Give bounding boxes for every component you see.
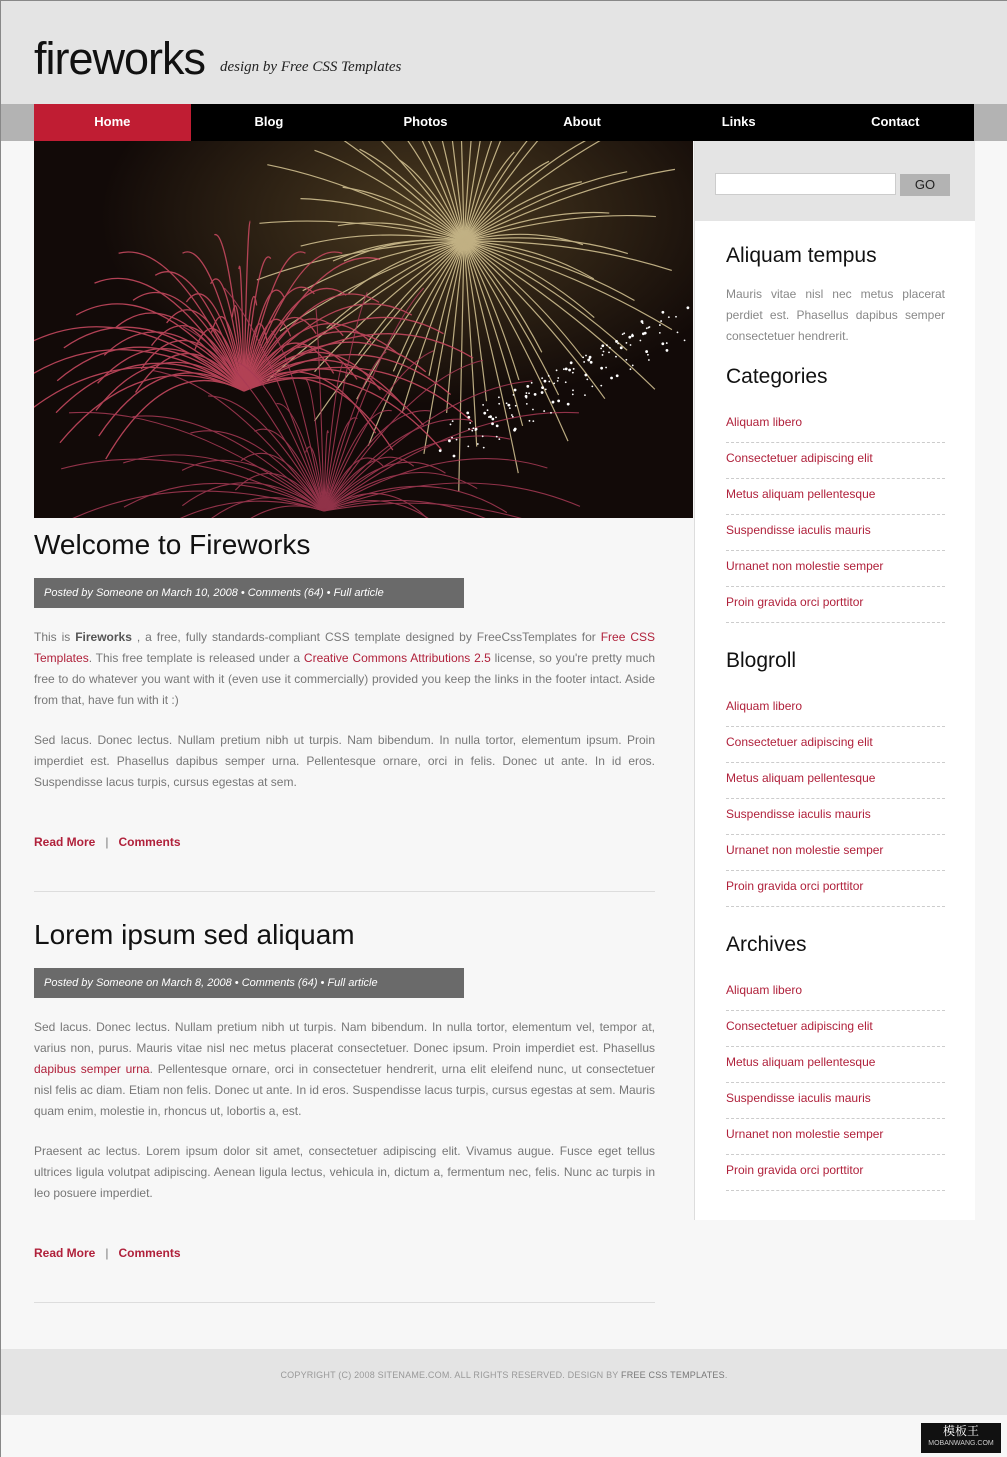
post-paragraph — [34, 627, 655, 711]
text: , a free, fully standards-compliant CSS template designed by FreeCssTemplates for — [131, 630, 601, 644]
main-menu — [34, 104, 974, 141]
spark-dot — [603, 351, 605, 353]
spark-dot — [616, 374, 619, 377]
text: . Pellentesque ornare, orci in consectetuer hendrerit, urna elit eleifend nunc, ut consectetuer nisl felis ac diam. Etiam non felis. Donec ut ante. In id eros. Suspendisse lacus turpis, cursus egestas at sem. Mauris quam enim, molestie in, rhoncus ut, lobortis a, est. — [34, 1062, 656, 1118]
spark-dot — [513, 429, 516, 432]
spark-dot — [602, 354, 604, 356]
spark-dot — [448, 439, 451, 442]
site-tagline: design by Free CSS Templates — [220, 59, 402, 75]
spark-dot — [565, 381, 567, 383]
spark-dot — [509, 407, 511, 409]
spark-dot — [684, 339, 686, 341]
text: . This free template is released under a — [88, 651, 304, 665]
spark-dot — [567, 403, 570, 406]
spark-dot — [469, 422, 471, 424]
site-header — [1, 1, 1007, 104]
watermark-title: 模板王 — [942, 1424, 979, 1438]
spark-dot — [528, 392, 530, 394]
list-item[interactable]: Suspendisse iaculis mauris — [726, 515, 945, 551]
sidebar-heading: Archives — [726, 933, 807, 956]
read-more-link[interactable]: Read More — [34, 835, 96, 849]
spark-dot — [482, 404, 484, 406]
post-paragraph — [34, 1017, 655, 1122]
archives-list — [726, 975, 945, 1191]
list-item[interactable]: Urnanet non molestie semper — [726, 1119, 945, 1155]
spark-dot — [511, 414, 513, 416]
spark-dot — [572, 393, 574, 395]
spark-dot — [584, 394, 586, 396]
site-footer — [1, 1349, 1007, 1415]
spark-dot — [600, 348, 602, 350]
spark-dot — [628, 336, 631, 339]
menu-item-links[interactable]: Links — [721, 114, 756, 129]
spark-dot — [496, 424, 499, 427]
spark-dot — [648, 359, 650, 361]
spark-dot — [531, 382, 533, 384]
spark-dot — [475, 428, 478, 431]
spark-dot — [472, 427, 474, 429]
list-item[interactable]: Aliquam libero — [726, 975, 945, 1011]
spark-dot — [584, 374, 587, 377]
spark-dot — [600, 367, 603, 370]
spark-dot — [631, 334, 633, 336]
menu-item-blog[interactable]: Blog — [254, 114, 284, 129]
comments-link[interactable]: Comments — [118, 835, 181, 849]
post-meta: Posted by Someone on March 10, 2008 • Comments (64) • Full article — [34, 578, 464, 608]
spark-dot — [467, 445, 469, 447]
spark-dot — [541, 391, 544, 394]
spark-dot — [606, 344, 608, 346]
spark-dot — [491, 422, 494, 425]
menu-bar — [1, 104, 1007, 141]
spark-dot — [507, 404, 509, 406]
spark-dot — [609, 347, 611, 349]
spark-dot — [553, 382, 555, 384]
post-divider — [34, 1302, 655, 1303]
spark-dot — [515, 405, 517, 407]
post-paragraph: Sed lacus. Donec lectus. Nullam pretium nibh ut turpis. Nam bibendum. In nulla tortor, elementum ipsum. Proin imperdiet est. Phasellus dapibus semper urna. Pellentesque ornare, orci in felis. Donec ut ante. In id eros. Suspendisse lacus turpis, cursus egestas at sem. — [34, 733, 655, 789]
spark-dot — [590, 361, 593, 364]
spark-dot — [644, 332, 647, 335]
spark-dot — [557, 399, 560, 402]
sidebar-heading: Categories — [726, 365, 828, 388]
list-item[interactable]: Consectetuer adipiscing elit — [726, 443, 945, 479]
spark-dot — [498, 403, 500, 405]
spark-dot — [666, 349, 669, 352]
list-item[interactable]: Consectetuer adipiscing elit — [726, 1011, 945, 1047]
hero-fireworks-image — [34, 141, 693, 518]
spark-dot — [586, 379, 588, 381]
spark-dot — [572, 389, 574, 391]
spark-dot — [660, 320, 662, 322]
spark-dot — [487, 409, 489, 411]
spark-dot — [626, 342, 628, 344]
spark-dot — [617, 343, 619, 345]
spark-dot — [615, 356, 617, 358]
spark-dot — [477, 443, 479, 445]
spark-dot — [686, 306, 689, 309]
spark-dot — [543, 410, 545, 412]
search-box — [695, 141, 975, 221]
post-divider — [34, 891, 655, 892]
spark-dot — [647, 354, 649, 356]
spark-dot — [585, 355, 587, 357]
spark-dot — [532, 420, 534, 422]
spark-dot — [556, 369, 558, 371]
categories-list — [726, 407, 945, 623]
footer-design-link[interactable]: FREE CSS TEMPLATES — [621, 1370, 725, 1380]
spark-dot — [498, 438, 500, 440]
sidebar-heading: Blogroll — [726, 649, 797, 672]
spark-dot — [526, 392, 528, 394]
spark-dot — [632, 365, 634, 367]
spark-dot — [544, 380, 547, 383]
spark-dot — [630, 368, 632, 370]
spark-dot — [605, 367, 607, 369]
spark-dot — [659, 332, 661, 334]
post-actions — [34, 1246, 181, 1260]
spark-dot — [483, 447, 485, 449]
list-item[interactable]: Proin gravida orci porttitor — [726, 587, 945, 623]
spark-dot — [589, 356, 592, 359]
menu-item-about[interactable]: About — [563, 114, 601, 129]
list-item[interactable]: Metus aliquam pellentesque — [726, 1047, 945, 1083]
spark-dot — [648, 327, 650, 329]
separator: | — [105, 1246, 109, 1260]
list-item[interactable]: Suspendisse iaculis mauris — [726, 1083, 945, 1119]
spark-dot — [453, 455, 456, 458]
spark-dot — [641, 320, 644, 323]
spark-dot — [526, 385, 529, 388]
spark-dot — [646, 327, 648, 329]
spark-dot — [582, 356, 584, 358]
spark-dot — [572, 372, 574, 374]
spark-dot — [591, 385, 593, 387]
spark-dot — [557, 377, 559, 379]
spark-dot — [548, 375, 550, 377]
list-item[interactable]: Metus aliquam pellentesque — [726, 479, 945, 515]
spark-dot — [600, 385, 602, 387]
separator: | — [105, 835, 109, 849]
spark-dot — [525, 395, 528, 398]
search-go-button[interactable]: GO — [900, 174, 950, 196]
spark-dot — [471, 430, 473, 432]
list-item[interactable]: Suspendisse iaculis mauris — [726, 799, 945, 835]
comments-link[interactable]: Comments — [118, 1246, 181, 1260]
spark-dot — [541, 386, 544, 389]
spark-dot — [552, 401, 555, 404]
free-css-templates-link[interactable]: Free CSS Templates — [34, 630, 655, 665]
spark-dot — [452, 420, 454, 422]
spark-dot — [496, 436, 498, 438]
spark-dot — [661, 311, 664, 314]
spark-dot — [468, 428, 470, 430]
creative-commons-link[interactable]: Creative Commons Attributions 2.5 — [303, 651, 491, 665]
text: Sed lacus. Donec lectus. Nullam pretium nibh ut turpis. Nam bibendum. In nulla tortor, elementum vel, tempor at, varius non, purus. Mauris vitae nisl nec metus placerat consectetuer. Donec ipsum. Proin imperdiet est. Phasellus — [34, 1020, 655, 1055]
spark-dot — [534, 393, 537, 396]
blogroll-list — [726, 691, 945, 907]
spark-dot — [583, 361, 585, 363]
spark-dot — [573, 368, 575, 370]
spark-dot — [601, 344, 604, 347]
spark-dot — [512, 416, 514, 418]
menu-item-contact[interactable]: Contact — [871, 114, 920, 129]
spark-dot — [548, 381, 550, 383]
spark-dot — [513, 394, 515, 396]
spark-dot — [625, 359, 627, 361]
read-more-link[interactable]: Read More — [34, 1246, 96, 1260]
list-item[interactable]: Metus aliquam pellentesque — [726, 763, 945, 799]
spark-dot — [495, 416, 497, 418]
list-item[interactable]: Proin gravida orci porttitor — [726, 871, 945, 907]
spark-dot — [630, 344, 632, 346]
list-item[interactable]: Urnanet non molestie semper — [726, 551, 945, 587]
search-input[interactable] — [715, 173, 896, 195]
spark-dot — [506, 402, 508, 404]
spark-dot — [639, 340, 641, 342]
spark-dot — [489, 415, 492, 418]
spark-dot — [622, 333, 624, 335]
dapibus-link[interactable]: dapibus semper urna — [34, 1062, 150, 1076]
spark-dot — [557, 380, 559, 382]
spark-dot — [623, 332, 625, 334]
spark-dot — [659, 324, 661, 326]
spark-dot — [514, 389, 517, 392]
spark-dot — [608, 351, 610, 353]
post-paragraph: Praesent ac lectus. Lorem ipsum dolor sit amet, consectetuer adipiscing elit. Vivamus augue. Fusce eget tellus ultrices ligula volutpat adipiscing. Aenean ligula lectus, vehicula in, dictum a, fermentum nec, felis. Nunc ac turpis in leo posuere imperdiet. — [34, 1144, 655, 1200]
spark-dot — [456, 439, 458, 441]
spark-dot — [498, 396, 500, 398]
site-logo[interactable]: fireworks — [34, 33, 206, 84]
fireworks-illustration — [34, 141, 693, 518]
spark-dot — [526, 403, 528, 405]
spark-dot — [677, 332, 679, 334]
spark-dot — [620, 346, 623, 349]
spark-dot — [467, 416, 470, 419]
spark-dot — [541, 377, 543, 379]
footer-end: . — [724, 1370, 728, 1380]
spark-dot — [563, 368, 565, 370]
watermark-logo — [921, 1423, 1001, 1453]
sidebar-heading: Aliquam tempus — [726, 244, 877, 267]
spark-dot — [532, 409, 534, 411]
list-item[interactable]: Consectetuer adipiscing elit — [726, 727, 945, 763]
sidebar-text: Mauris vitae nisl nec metus placerat perdiet est. Phasellus dapibus semper consectetuer hendrerit. — [726, 287, 945, 343]
spark-dot — [568, 369, 571, 372]
spark-dot — [661, 342, 664, 345]
spark-dot — [668, 316, 670, 318]
spark-dot — [645, 350, 648, 353]
spark-dot — [545, 388, 547, 390]
spark-dot — [610, 377, 613, 380]
spark-dot — [666, 342, 668, 344]
spark-dot — [615, 340, 618, 343]
post-title[interactable]: Lorem ipsum sed aliquam — [34, 919, 355, 950]
spark-dot — [483, 412, 486, 415]
spark-dot — [565, 367, 568, 370]
watermark-sub: MOBANWANG.COM — [928, 1440, 994, 1447]
menu-item-home[interactable]: Home — [34, 104, 191, 141]
sidebar — [694, 141, 975, 1220]
text: license, so you're pretty much free to do whatever you want with it (even use it commercially) provided you keep the links in the footer intact. Aside from that, have fun with it :) — [34, 651, 655, 707]
spark-dot — [550, 412, 552, 414]
text: This is — [34, 630, 76, 644]
list-item[interactable]: Aliquam libero — [726, 691, 945, 727]
spark-dot — [529, 420, 531, 422]
post-meta: Posted by Someone on March 8, 2008 • Comments (64) • Full article — [34, 968, 464, 998]
strong-text: Fireworks — [75, 630, 132, 644]
spark-dot — [450, 424, 452, 426]
spark-dot — [482, 435, 484, 437]
list-item[interactable]: Aliquam libero — [726, 407, 945, 443]
list-item[interactable]: Urnanet non molestie semper — [726, 835, 945, 871]
spark-dot — [451, 437, 453, 439]
spark-dot — [675, 316, 677, 318]
spark-dot — [570, 361, 573, 364]
post-actions — [34, 835, 181, 849]
menu-item-photos[interactable]: Photos — [403, 114, 448, 129]
spark-dot — [439, 449, 442, 452]
copyright-text: COPYRIGHT (C) 2008 SITENAME.COM. ALL RIGHTS RESERVED. DESIGN BY — [280, 1370, 622, 1380]
post-title[interactable]: Welcome to Fireworks — [34, 529, 311, 560]
spark-dot — [466, 411, 469, 414]
spark-dot — [491, 418, 494, 421]
list-item[interactable]: Proin gravida orci porttitor — [726, 1155, 945, 1191]
